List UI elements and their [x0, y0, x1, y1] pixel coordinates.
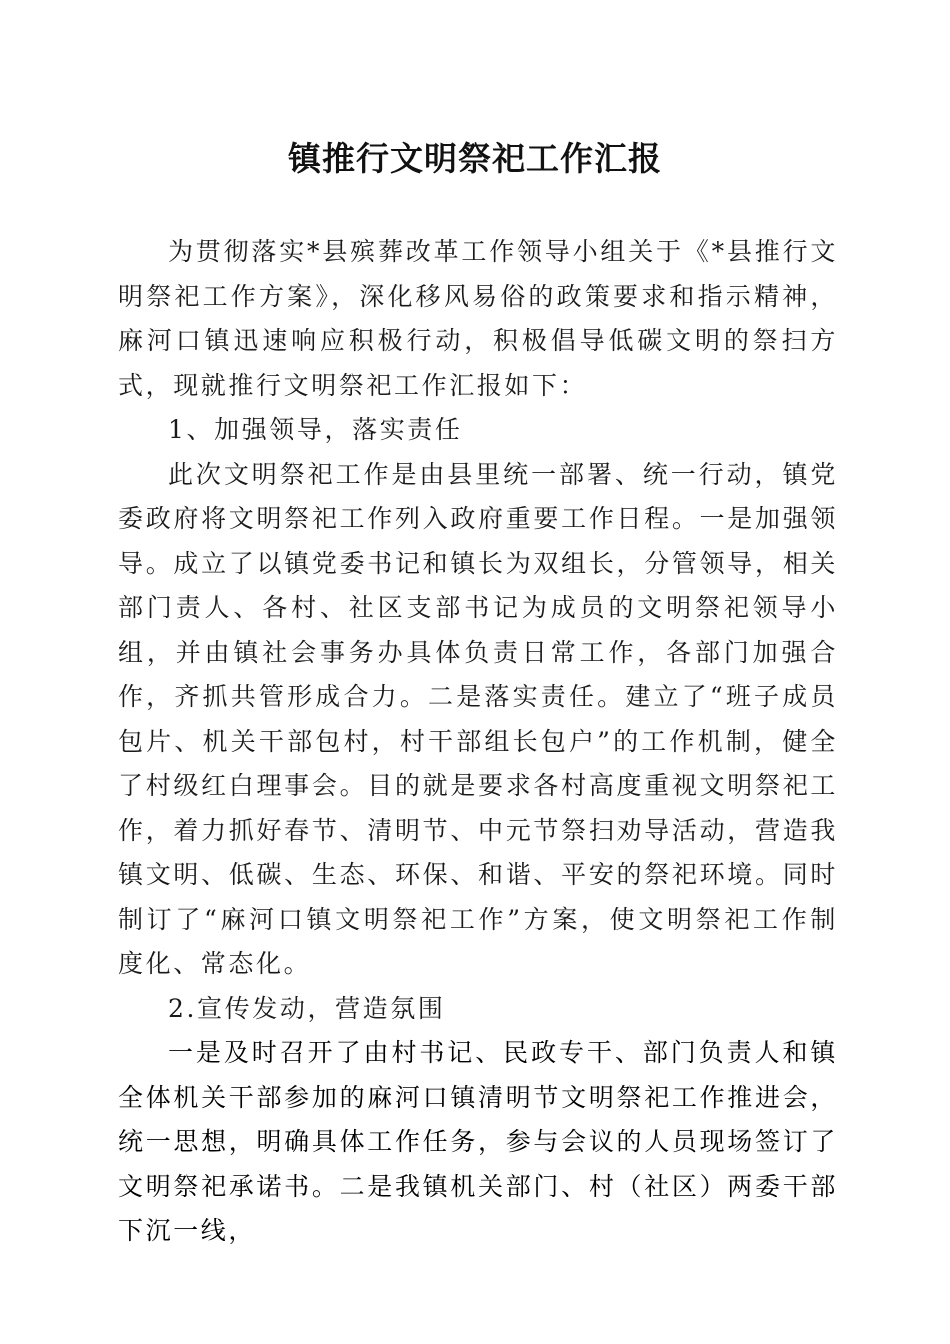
section-1-paragraph: 此次文明祭祀工作是由县里统一部署、统一行动，镇党委政府将文明祭祀工作列入政府重要工作日程。一是加强领导。成立了以镇党委书记和镇长为双组长，分管领导，相关部门责人、各村、社区支部书记为成员的文明祭祀领导小组，并由镇社会事务办具体负责日常工作，各部门加强合作，齐抓共管形成合力。二是落实责任。建立了“班子成员包片、机关干部包村，村干部组长包户”的工作机制，健全了村级红白理事会。目的就是要求各村高度重视文明祭祀工作，着力抓好春节、清明节、中元节祭扫劝导活动，营造我镇文明、低碳、生态、环保、和谐、平安的祭祀环境。同时制订了“麻河口镇文明祭祀工作”方案，使文明祭祀工作制度化、常态化。: [118, 459, 838, 978]
section-heading-2: 2.宣传发动，营造氛围: [168, 993, 446, 1023]
document-title: 镇推行文明祭祀工作汇报: [288, 139, 662, 178]
intro-paragraph: 为贯彻落实*县殡葬改革工作领导小组关于《*县推行文明祭祀工作方案》，深化移风易俗的政策要求和指示精神，麻河口镇迅速响应积极行动，积极倡导低碳文明的祭扫方式，现就推行文明祭祀工作汇报如下：: [118, 237, 838, 400]
document-body: [118, 230, 838, 1254]
section-2-paragraph: 一是及时召开了由村书记、民政专干、部门负责人和镇全体机关干部参加的麻河口镇清明节文明祭祀工作推进会，统一思想，明确具体工作任务，参与会议的人员现场签订了文明祭祀承诺书。二是我镇机关部门、村（社区）两委干部下沉一线，: [118, 1038, 838, 1245]
section-heading-1: 1、加强领导，落实责任: [168, 415, 463, 444]
